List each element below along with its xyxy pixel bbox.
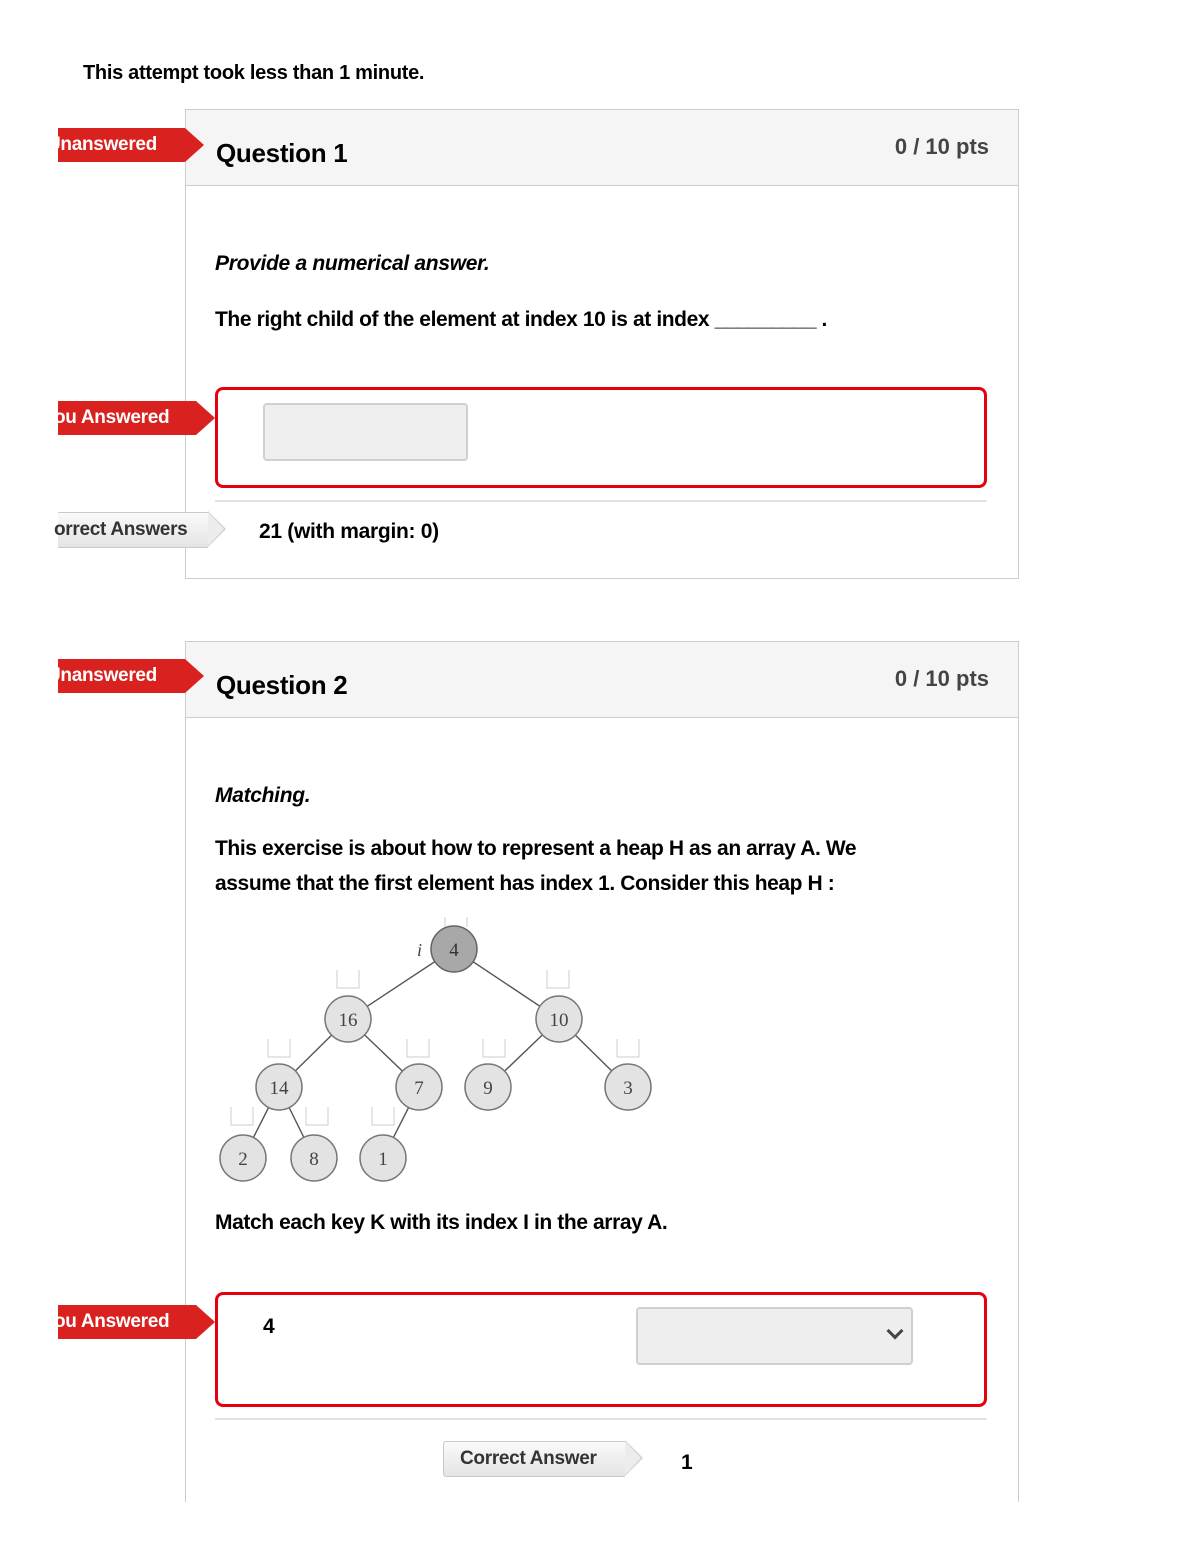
question-2-divider <box>215 1418 987 1420</box>
question-2-correct-value: 1 <box>681 1451 693 1474</box>
heap-index-box <box>483 1039 505 1057</box>
heap-node-label: 10 <box>549 1010 569 1031</box>
heap-node-label: 4 <box>449 940 459 961</box>
heap-nodes <box>220 926 651 1181</box>
heap-index-box <box>372 1107 394 1125</box>
heap-index-box <box>268 1039 290 1057</box>
question-1-answer-box <box>215 387 987 488</box>
question-2-header <box>186 642 1018 718</box>
heap-node <box>605 1064 651 1110</box>
chevron-down-icon <box>887 1323 904 1340</box>
heap-node-label: 7 <box>414 1078 424 1099</box>
heap-index-box <box>231 1107 253 1125</box>
heap-node <box>291 1135 337 1181</box>
question-2-match-instruction: Match each key K with its index I in the array A. <box>215 1211 668 1234</box>
question-2-points: 0 / 10 pts <box>894 666 989 691</box>
question-1-answer-input[interactable] <box>263 403 468 461</box>
heap-edges <box>243 949 628 1158</box>
heap-index-box <box>306 1107 328 1125</box>
heap-node <box>220 1135 266 1181</box>
question-2-answer-box <box>215 1292 987 1407</box>
heap-index-box <box>337 970 359 988</box>
question-1-divider <box>215 500 987 502</box>
heap-node-label: 14 <box>269 1078 289 1099</box>
heap-node <box>325 996 371 1042</box>
question-2-you-answered-label: ou Answered <box>54 1311 170 1332</box>
question-1-hint: Provide a numerical answer. <box>215 252 490 275</box>
heap-node-label: 16 <box>338 1010 358 1031</box>
question-1-points: 0 / 10 pts <box>894 134 989 159</box>
question-2-match-key: 4 <box>263 1315 275 1338</box>
heap-node <box>536 996 582 1042</box>
heap-node <box>360 1135 406 1181</box>
heap-node <box>256 1064 302 1110</box>
heap-node <box>431 926 477 972</box>
question-1-unanswered-label: Unanswered <box>47 134 157 155</box>
question-1-card <box>185 109 1019 579</box>
question-2-match-select[interactable] <box>636 1307 913 1365</box>
heap-node-label: 9 <box>483 1078 493 1099</box>
question-2-text-line2: assume that the first element has index 1. Consider this heap H : <box>215 872 835 895</box>
heap-node <box>465 1064 511 1110</box>
question-1-correct-answers-label: orrect Answers <box>54 519 188 540</box>
heap-diagram <box>215 915 665 1190</box>
question-2-hint: Matching. <box>215 784 311 807</box>
question-1-correct-value: 21 (with margin: 0) <box>259 520 439 543</box>
question-2-text-line1: This exercise is about how to represent a heap H as an array A. We <box>215 837 857 860</box>
heap-node <box>396 1064 442 1110</box>
question-1-text: The right child of the element at index 10 is at index _________ . <box>215 308 827 331</box>
heap-index-box <box>407 1039 429 1057</box>
attempt-note: This attempt took less than 1 minute. <box>83 62 425 84</box>
question-2-unanswered-label: Unanswered <box>47 665 157 686</box>
heap-node-label: 1 <box>378 1149 388 1170</box>
question-2-correct-answer-label: Correct Answer <box>460 1448 597 1469</box>
heap-node-label: 2 <box>238 1149 248 1170</box>
heap-node-label: 8 <box>309 1149 319 1170</box>
heap-marker: i <box>417 940 423 960</box>
question-1-you-answered-label: ou Answered <box>54 407 170 428</box>
question-2-title: Question 2 <box>216 670 348 700</box>
heap-index-box <box>547 970 569 988</box>
heap-node-label: 3 <box>623 1078 633 1099</box>
question-1-header <box>186 110 1018 186</box>
heap-index-box <box>617 1039 639 1057</box>
question-1-title: Question 1 <box>216 138 348 168</box>
